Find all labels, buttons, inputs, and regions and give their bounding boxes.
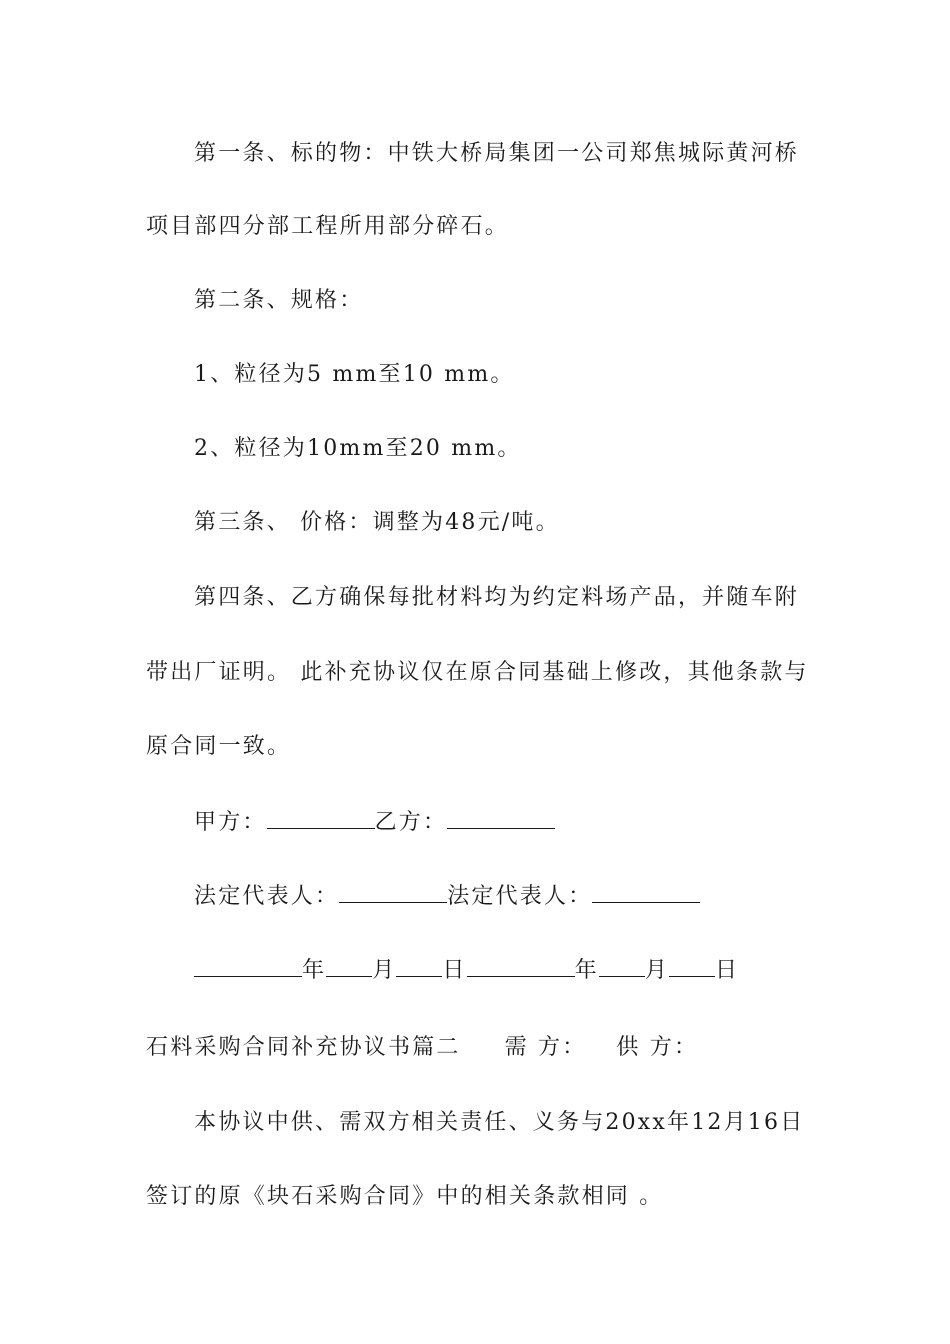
representative-row <box>194 882 816 912</box>
year-b-label: 年 <box>574 958 599 983</box>
section2-heading: 石料采购合同补充协议书篇二 <box>146 1035 461 1060</box>
day-a-blank <box>396 956 442 977</box>
month-b-label: 月 <box>644 958 670 983</box>
party-a-label: 甲方： <box>194 810 267 835</box>
rep-a-blank <box>339 882 447 903</box>
article4-line2: 带出厂证明。 此补充协议仅在原合同基础上修改，其他条款与 <box>146 660 809 685</box>
rep-b-blank <box>592 882 700 903</box>
month-b-blank <box>599 956 645 977</box>
day-a-label: 日 <box>442 958 467 983</box>
year-a-label: 年 <box>302 958 327 983</box>
year-b-blank <box>467 956 575 977</box>
month-a-label: 月 <box>372 958 397 983</box>
date-row <box>194 956 816 986</box>
section2-para-line1: 本协议中供、需双方相关责任、义务与20xx年12月16日 <box>194 1110 805 1135</box>
party-signature-row <box>194 808 816 838</box>
party-b-label: 乙方： <box>374 810 448 835</box>
article4-line3: 原合同一致。 <box>146 734 292 759</box>
party-b-blank <box>447 808 555 829</box>
party-a-blank <box>267 808 375 829</box>
day-b-label: 日 <box>715 958 740 983</box>
article2-title: 第二条、规格： <box>194 288 364 313</box>
article2-item2: 2、粒径为10mm至20 mm。 <box>194 436 522 461</box>
year-a-blank <box>194 956 302 977</box>
section2-heading-row <box>146 1033 816 1063</box>
rep-a-label: 法定代表人： <box>194 884 340 909</box>
article1-line2: 项目部四分部工程所用部分碎石。 <box>146 214 510 239</box>
month-a-blank <box>326 956 372 977</box>
demand-party-label: 需 方： <box>504 1035 587 1060</box>
article3: 第三条、 价格：调整为48元/吨。 <box>194 510 560 535</box>
day-b-blank <box>669 956 715 977</box>
article4-line1: 第四条、乙方确保每批材料均为约定料场产品，并随车附 <box>194 585 800 610</box>
article1-line1: 第一条、标的物：中铁大桥局集团一公司郑焦城际黄河桥 <box>194 141 800 166</box>
article2-item1: 1、粒径为5 mm至10 mm。 <box>194 362 515 387</box>
section2-para-line2: 签订的原《块石采购合同》中的相关条款相同 。 <box>146 1184 664 1209</box>
supply-party-label: 供 方： <box>616 1035 699 1060</box>
rep-b-label: 法定代表人： <box>447 884 593 909</box>
